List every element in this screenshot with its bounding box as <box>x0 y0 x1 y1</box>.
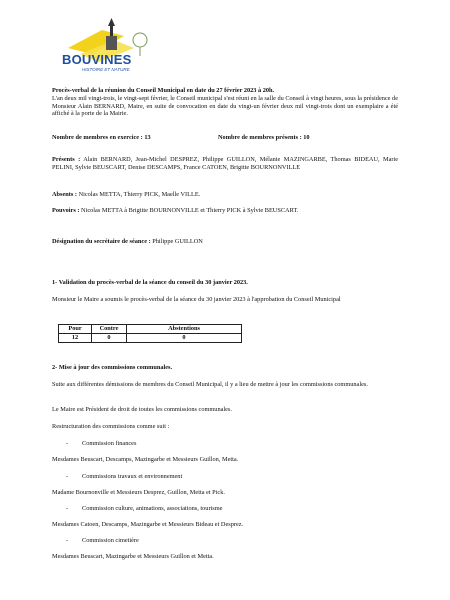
commission-finances-name: Commission finances <box>82 440 137 447</box>
vote-value-contre: 0 <box>92 334 127 343</box>
vote-value-pour: 12 <box>59 334 92 343</box>
commission-cimetiere-name: Commission cimetière <box>82 537 139 544</box>
secretary-text: Philippe GUILLON <box>150 238 203 245</box>
secretary-paragraph <box>52 238 398 246</box>
list-dash: - <box>66 440 69 447</box>
absents-label: Absents : <box>52 191 78 198</box>
presents-label: Présents : <box>52 156 81 163</box>
logo-tagline: HISTOIRE ET NATURE <box>82 67 130 72</box>
document-title: Procès-verbal de la réunion du Conseil Municipal en date du 27 février 2023 à 20h. <box>52 87 275 94</box>
absents-text: Nicolas METTA, Thierry PICK, Maelle VILLE. <box>77 191 201 198</box>
section2-p3: Restructuration des commissions comme suit : <box>52 423 170 430</box>
members-in-office: Nombre de membres en exercice : 13 <box>52 134 151 141</box>
vote-header-abstentions: Abstentions <box>127 325 242 334</box>
section2-heading: 2- Mise à jour des commissions communales. <box>52 364 173 371</box>
section2-p2: Le Maire est Président de droit de toutes les commissions communales. <box>52 406 232 413</box>
commission-travaux-name: Commissions travaux et environnement <box>82 473 183 480</box>
list-dash: - <box>66 505 69 512</box>
pouvoirs-label: Pouvoirs : <box>52 207 80 214</box>
section1-heading: 1- Validation du procès-verbal de la séance du conseil du 30 janvier 2023. <box>52 279 248 286</box>
vote-table-header-row <box>59 325 242 334</box>
presents-paragraph <box>52 156 398 171</box>
secretary-label: Désignation du secrétaire de séance : <box>52 238 151 245</box>
intro-paragraph: L'an deux mil vingt-trois, le vingt-sept février, le Conseil municipal s'est réuni en la salle du Conseil à vingt heures, sous la présidence de Monsieur Alain BERNARD, Maire, en suite de convocation en date du vingt-un février deux mil vingt-trois dont un exemplaire a été affiché à la porte de la Mairie. <box>52 95 398 118</box>
commission-finances-members: Mesdames Beuscart, Descamps, Mazingarbe et Messieurs Guillon, Metta. <box>52 456 239 463</box>
vote-table <box>58 324 242 343</box>
bouvines-logo <box>62 18 154 78</box>
commission-culture-members: Mesdames Catoen, Descamps, Mazingarbe et Messieurs Bideau et Desprez. <box>52 521 244 528</box>
commission-travaux-members: Madame Bournonville et Messieurs Desprez, Guillon, Metta et Pick. <box>52 489 225 496</box>
commission-culture-name: Commission culture, animations, associations, tourisme <box>82 505 223 512</box>
members-present: Nombre de membres présents : 10 <box>218 134 310 141</box>
presents-text: Alain BERNARD, Jean-Michel DESPREZ, Philippe GUILLON, Mélanie MAZINGARBE, Thomas BIDEAU, Marie PELINI, Sylvie BEUSCART, Denise DESCAMPS, France CATOEN, Brigitte BOURNONVILLE <box>52 156 399 171</box>
pouvoirs-paragraph <box>52 207 398 215</box>
pouvoirs-text: Nicolas METTA à Brigitte BOURNONVILLE et Thierry PICK à Sylvie BEUSCART. <box>79 207 299 214</box>
vote-header-pour: Pour <box>59 325 92 334</box>
absents-paragraph <box>52 191 398 199</box>
vote-table-value-row <box>59 334 242 343</box>
vote-value-abstentions: 0 <box>127 334 242 343</box>
section2-p1: Suite aux différentes démissions de membres du Conseil Municipal, il y a lieu de mettre à jour les commissions communales. <box>52 381 368 388</box>
section1-text: Monsieur le Maire a soumis le procès-verbal de la séance du 30 janvier 2023 à l'approbation du Conseil Municipal <box>52 296 341 303</box>
logo-name: BOUVINES <box>62 52 132 67</box>
list-dash: - <box>66 473 69 480</box>
vote-header-contre: Contre <box>92 325 127 334</box>
list-dash: - <box>66 537 69 544</box>
commission-cimetiere-members: Mesdames Beuscart, Mazingarbe et Messieurs Guillon et Metta. <box>52 553 214 560</box>
